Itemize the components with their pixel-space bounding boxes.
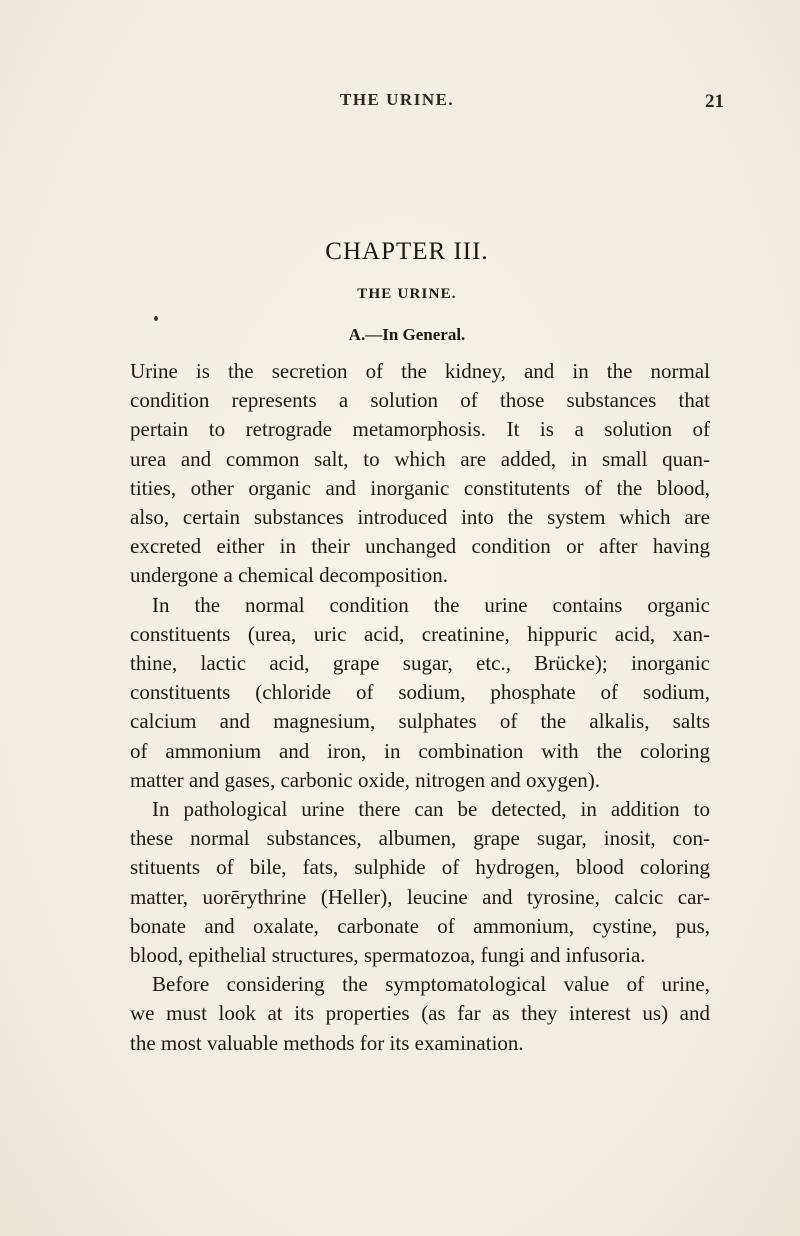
text-line: In pathological urine there can be detected, in addition to: [152, 797, 710, 822]
text-line: the most valuable methods for its examination.: [130, 1030, 524, 1055]
paragraph-4: [130, 970, 710, 1058]
paragraph-2: [130, 591, 710, 795]
text-line: matter, uorērythrine (Heller), leucine and tyrosine, calcic car-: [130, 884, 710, 909]
paragraph-1: [130, 357, 710, 591]
text-line: Urine is the secretion of the kidney, and in the normal: [130, 359, 710, 383]
text-line: condition represents a solution of those substances that: [130, 388, 710, 413]
text-line: Before considering the symptomatological value of urine,: [152, 972, 710, 997]
print-speck: [154, 316, 158, 321]
text-line: we must look at its properties (as far as they interest us) and: [130, 1001, 710, 1026]
text-line: also, certain substances introduced into the system which are: [130, 505, 710, 530]
text-line: calcium and magnesium, sulphates of the alkalis, salts: [130, 709, 710, 734]
text-line: tities, other organic and inorganic constitutents of the blood,: [130, 475, 710, 500]
running-head-title: THE URINE.: [340, 90, 455, 109]
subsection-title: A.—In General.: [348, 325, 466, 344]
text-line: stituents of bile, fats, sulphide of hydrogen, blood coloring: [130, 855, 710, 880]
paragraph-3: [130, 795, 710, 970]
running-head: [0, 90, 800, 114]
text-line: of ammonium and iron, in combination with the coloring: [130, 738, 710, 763]
text-line: undergone a chemical decomposition.: [130, 563, 449, 588]
text-line: matter and gases, carbonic oxide, nitrogen and oxygen).: [130, 767, 601, 792]
text-line: thine, lactic acid, grape sugar, etc., Brücke); inorganic: [130, 651, 710, 676]
text-line: urea and common salt, to which are added, in small quan-: [130, 446, 710, 471]
text-line: these normal substances, albumen, grape sugar, inosit, con-: [130, 826, 710, 851]
text-line: excreted either in their unchanged condition or after having: [130, 534, 710, 559]
body-text: [130, 357, 710, 1058]
text-line: blood, epithelial structures, spermatozoa, fungi and infusoria.: [130, 943, 646, 968]
section-title: THE URINE.: [357, 286, 457, 302]
text-line: In the normal condition the urine contains organic: [152, 592, 710, 617]
text-line: constituents (urea, uric acid, creatinine, hippuric acid, xan-: [130, 621, 710, 646]
text-line: pertain to retrograde metamorphosis. It is a solution of: [130, 417, 710, 442]
text-line: constituents (chloride of sodium, phosphate of sodium,: [130, 680, 710, 705]
chapter-title: CHAPTER III.: [325, 238, 489, 265]
page-number: 21: [705, 91, 724, 112]
text-line: bonate and oxalate, carbonate of ammonium, cystine, pus,: [130, 913, 710, 938]
